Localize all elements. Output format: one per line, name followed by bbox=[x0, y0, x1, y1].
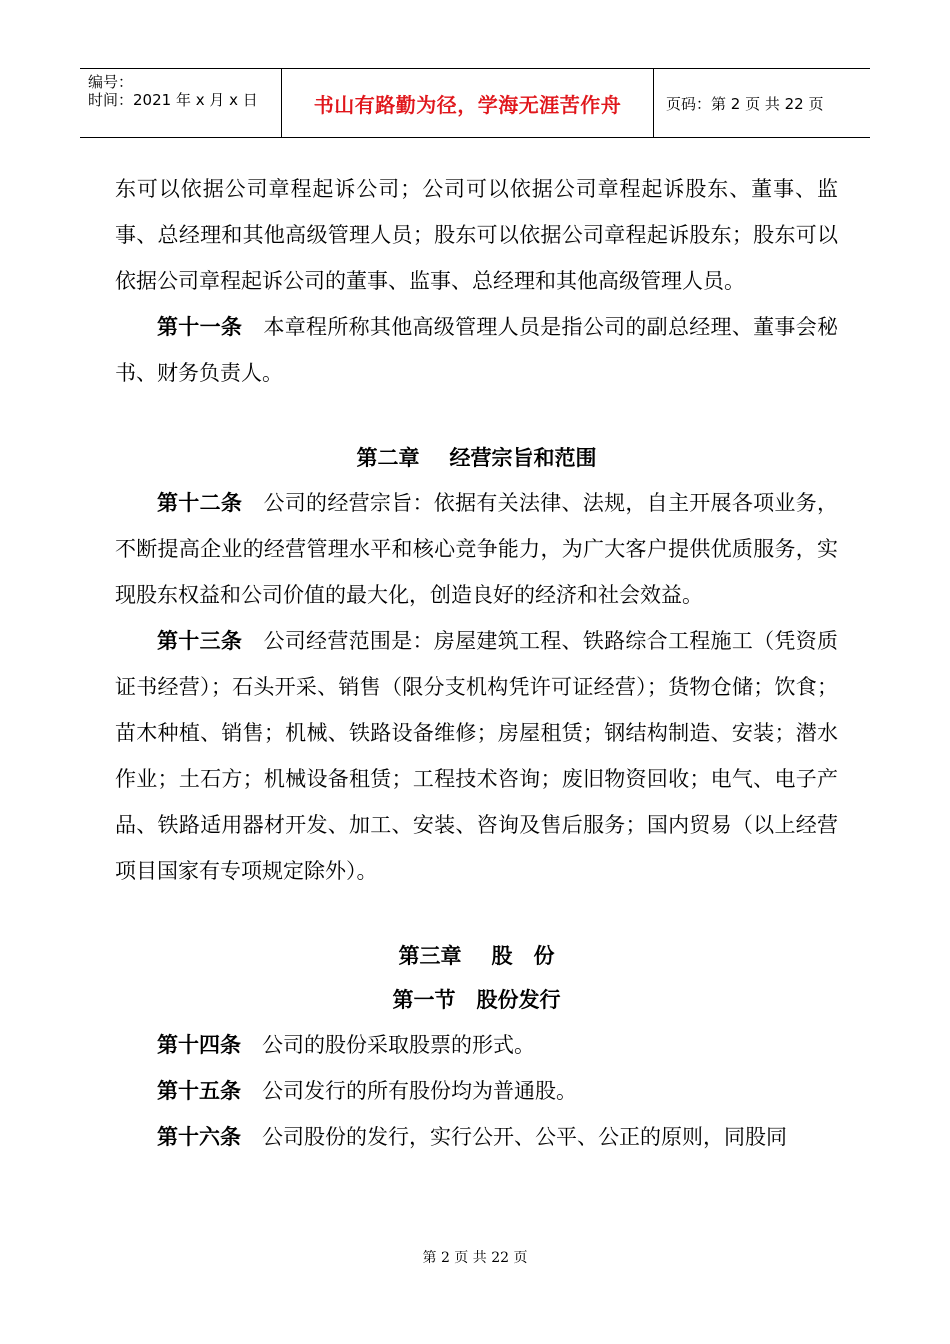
article-15 bbox=[115, 1068, 838, 1114]
chapter-number: 第二章 bbox=[356, 446, 420, 470]
article-text: 公司的股份采取股票的形式。 bbox=[262, 1033, 535, 1057]
page-footer: 第 2 页 共 22 页 bbox=[422, 1250, 528, 1266]
article-16 bbox=[115, 1114, 838, 1160]
chapter-title: 股 份 bbox=[491, 944, 555, 968]
document-body bbox=[115, 166, 838, 1160]
article-14 bbox=[115, 1022, 838, 1068]
article-12 bbox=[115, 480, 838, 618]
number-label: 编号： bbox=[88, 73, 134, 91]
article-13 bbox=[115, 618, 838, 894]
article-title: 第十二条 bbox=[157, 491, 243, 515]
header-page-cell bbox=[654, 69, 870, 137]
chapter-number: 第三章 bbox=[398, 944, 462, 968]
chapter-2-heading bbox=[115, 442, 838, 472]
section-1-heading: 第一节 股份发行 bbox=[392, 988, 561, 1012]
article-title: 第十五条 bbox=[157, 1079, 241, 1103]
article-text: 公司的经营宗旨：依据有关法律、法规，自主开展各项业务，不断提高企业的经营管理水平和核心竞争能力，为广大客户提供优质服务，实现股东权益和公司价值的最大化，创造良好的经济和社会效益。 bbox=[115, 491, 839, 607]
chapter-title: 经营宗旨和范围 bbox=[449, 446, 597, 470]
article-title: 第十六条 bbox=[157, 1125, 241, 1149]
article-text: 公司股份的发行，实行公开、公平、公正的原则，同股同 bbox=[262, 1125, 787, 1149]
article-text: 本章程所称其他高级管理人员是指公司的副总经理、董事会秘书、财务负责人。 bbox=[115, 315, 839, 385]
article-11 bbox=[115, 304, 838, 396]
header-page-label: 页码：第 2 页 共 22 页 bbox=[666, 94, 824, 113]
article-text: 公司发行的所有股份均为普通股。 bbox=[262, 1079, 577, 1103]
article-title: 第十三条 bbox=[157, 629, 243, 653]
header-motto-cell bbox=[282, 69, 654, 137]
paragraph-continued: 东可以依据公司章程起诉公司；公司可以依据公司章程起诉股东、董事、监事、总经理和其他高级管理人员；股东可以依据公司章程起诉股东；股东可以依据公司章程起诉公司的董事、监事、总经理和其他高级管理人员。 bbox=[115, 177, 838, 293]
article-title: 第十四条 bbox=[157, 1033, 241, 1057]
document-header bbox=[80, 68, 870, 138]
header-meta bbox=[80, 69, 282, 137]
chapter-3-heading bbox=[115, 940, 838, 970]
article-title: 第十一条 bbox=[157, 315, 243, 339]
article-text: 公司经营范围是：房屋建筑工程、铁路综合工程施工（凭资质证书经营）；石头开采、销售（限分支机构凭许可证经营）；货物仓储；饮食；苗木种植、销售；机械、铁路设备维修；房屋租赁；钢结构制造、安装；潜水作业；土石方；机械设备租赁；工程技术咨询；废旧物资回收；电气、电子产品、铁路适用器材开发、加工、安装、咨询及售后服务；国内贸易（以上经营项目国家有专项规定除外）。 bbox=[115, 629, 839, 883]
header-motto: 书山有路勤为径，学海无涯苦作舟 bbox=[313, 92, 622, 117]
time-label: 时间：2021 年 x 月 x 日 bbox=[88, 91, 258, 109]
